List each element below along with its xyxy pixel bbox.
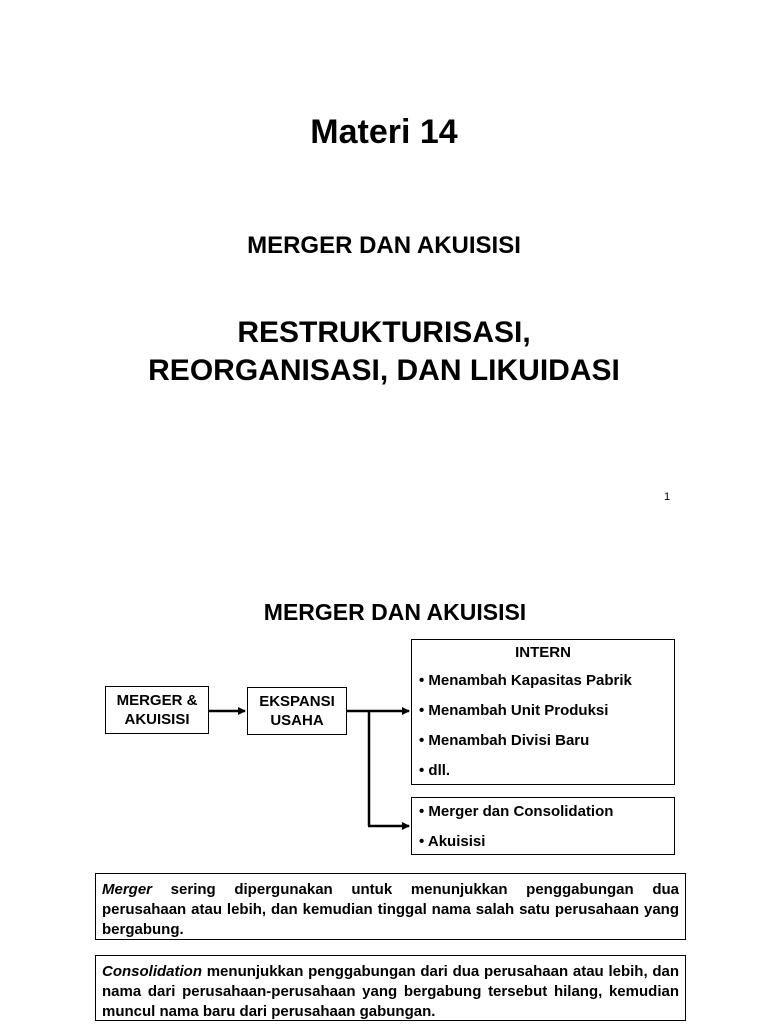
slide-subtitle: MERGER DAN AKUISISI	[247, 232, 521, 259]
ekspansi-box-line-2: USAHA	[270, 712, 324, 729]
merger-box-line-2: AKUISISI	[124, 711, 190, 728]
definition-text: menunjukkan penggabungan dari dua perusahaan atau lebih, dan nama dari perusahaan-perusahaan yang bergabung tersebut hilang, kemudian muncul nama baru dari perusahaan gabungan.	[102, 963, 679, 1020]
merger-definition	[95, 873, 686, 940]
ekspansi-usaha-box	[247, 687, 347, 735]
definition-term: Consolidation	[102, 963, 202, 980]
definition-text: sering dipergunakan untuk menunjukkan penggabungan dua perusahaan atau lebih, dan kemudian tinggal nama salah satu perusahaan yang bergabung.	[102, 881, 679, 938]
ekstern-item: • Akuisisi	[419, 833, 486, 850]
intern-item: • Menambah Unit Produksi	[419, 702, 609, 719]
section-title: MERGER DAN AKUISISI	[263, 599, 527, 625]
consolidation-definition	[95, 955, 686, 1021]
intern-item: • Menambah Divisi Baru	[419, 732, 590, 749]
ekstern-item: • Merger dan Consolidation	[419, 803, 614, 820]
heading-line-2: REORGANISASI, DAN LIKUIDASI	[148, 354, 620, 387]
intern-header: INTERN	[515, 644, 571, 661]
slide-title: Materi 14	[310, 113, 458, 151]
intern-item: • dll.	[419, 762, 451, 779]
intern-box	[411, 639, 675, 785]
ekspansi-box-line-1: EKSPANSI	[259, 693, 335, 710]
merger-box-line-1: MERGER &	[116, 692, 198, 709]
definition-term: Merger	[102, 881, 153, 898]
ekstern-box	[411, 797, 675, 855]
heading-line-1: RESTRUKTURISASI,	[237, 316, 531, 349]
intern-item: • Menambah Kapasitas Pabrik	[419, 672, 632, 689]
page-number: 1	[664, 491, 671, 503]
merger-akuisisi-box	[105, 686, 209, 734]
